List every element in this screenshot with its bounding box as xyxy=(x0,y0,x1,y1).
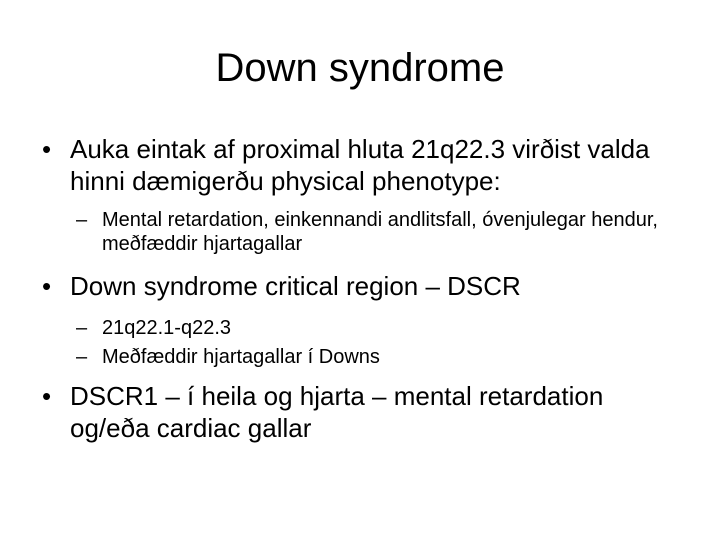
sub-bullet-text: 21q22.1-q22.3 xyxy=(102,317,232,339)
sub-bullet-item xyxy=(76,316,676,340)
bullet-point-icon: • xyxy=(42,134,52,164)
bullet-item xyxy=(42,133,682,197)
sub-bullet-item xyxy=(76,345,676,369)
sub-bullet-text: Mental retardation, einkennandi andlitsfall, óvenjulegar hendur, meðfæddir hjartagallar xyxy=(102,209,658,255)
bullet-item xyxy=(42,270,682,302)
bullet-text: Auka eintak af proximal hluta 21q22.3 virðist valda hinni dæmigerðu physical phenotype: xyxy=(70,134,650,196)
sub-bullet-text: Meðfæddir hjartagallar í Downs xyxy=(102,346,380,368)
bullet-point-icon: • xyxy=(42,271,52,301)
bullet-item xyxy=(42,380,682,444)
bullet-text: Down syndrome critical region – DSCR xyxy=(70,271,521,301)
dash-icon: – xyxy=(76,346,88,368)
slide-title: Down syndrome xyxy=(215,46,505,90)
sub-bullet-item xyxy=(76,208,676,256)
dash-icon: – xyxy=(76,209,88,231)
bullet-text: DSCR1 – í heila og hjarta – mental retardation og/eða cardiac gallar xyxy=(70,381,604,443)
dash-icon: – xyxy=(76,317,88,339)
bullet-point-icon: • xyxy=(42,381,52,411)
